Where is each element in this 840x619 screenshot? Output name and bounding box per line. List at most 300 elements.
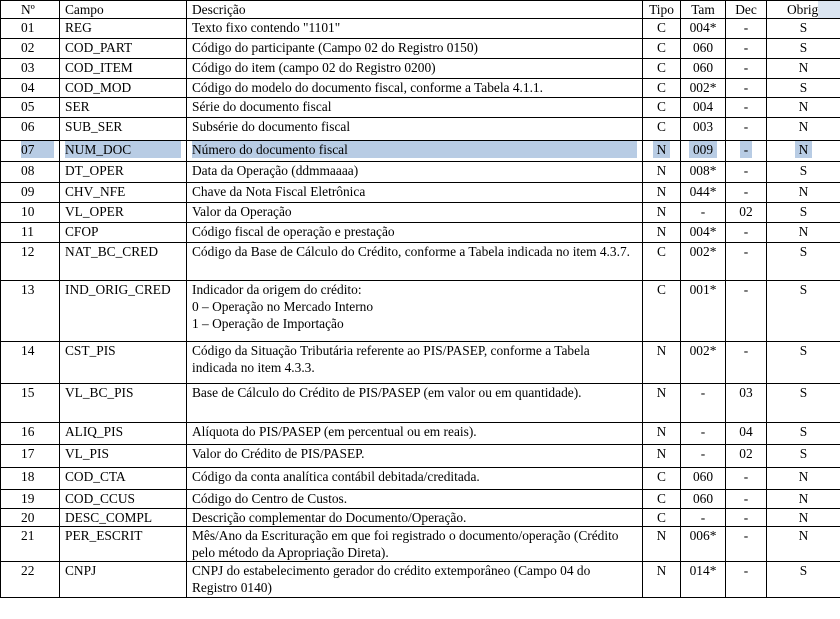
descricao-line: 1 – Operação de Importação xyxy=(192,316,344,331)
table-row[interactable] xyxy=(1,79,840,98)
cell-campo-text: CFOP xyxy=(65,224,99,239)
descricao-line: Código do item (campo 02 do Registro 0200) xyxy=(192,60,436,75)
cell-campo-text: CHV_NFE xyxy=(65,184,126,199)
cell-n-text: 08 xyxy=(21,163,35,178)
descricao-line: 0 – Operação no Mercado Interno xyxy=(192,299,374,314)
table-row[interactable] xyxy=(1,59,840,79)
cell-tam xyxy=(681,509,726,527)
cell-n xyxy=(1,141,60,162)
cell-n xyxy=(1,281,60,342)
cell-campo xyxy=(60,141,187,162)
cell-obrig xyxy=(767,59,840,79)
cell-tam xyxy=(681,141,726,162)
cell-obrig xyxy=(767,183,840,203)
cell-tam xyxy=(681,203,726,223)
header-campo: Campo xyxy=(60,1,187,19)
cell-tipo-text: C xyxy=(657,60,666,75)
table-row[interactable] xyxy=(1,562,840,598)
cell-n xyxy=(1,384,60,423)
table-row[interactable] xyxy=(1,509,840,527)
cell-obrig xyxy=(767,342,840,384)
cell-n-text: 10 xyxy=(21,204,35,219)
cell-tipo-text: N xyxy=(656,343,667,358)
cell-dec-text: - xyxy=(743,282,749,297)
cell-dec-text: - xyxy=(743,184,749,199)
cell-campo xyxy=(60,203,187,223)
cell-tam-text: 001* xyxy=(689,282,717,297)
table-row[interactable] xyxy=(1,19,840,39)
cell-obrig xyxy=(767,79,840,98)
cell-obrig xyxy=(767,118,840,141)
cell-obrig-text: N xyxy=(798,99,809,114)
cell-n-text: 18 xyxy=(21,469,35,484)
cell-tipo xyxy=(643,384,681,423)
cell-descricao xyxy=(187,243,643,281)
table-row[interactable] xyxy=(1,223,840,243)
cell-dec xyxy=(726,468,767,490)
table-row[interactable] xyxy=(1,183,840,203)
cell-tipo xyxy=(643,19,681,39)
cell-tipo xyxy=(643,183,681,203)
cell-obrig-text: N xyxy=(798,60,809,75)
cell-tipo xyxy=(643,509,681,527)
descricao-line: Valor da Operação xyxy=(192,204,292,219)
cell-tam-text: - xyxy=(700,204,706,219)
table-row[interactable] xyxy=(1,490,840,509)
cell-tam xyxy=(681,59,726,79)
cell-campo-text: ALIQ_PIS xyxy=(65,424,124,439)
cell-tipo xyxy=(643,468,681,490)
cell-tipo-text: C xyxy=(657,510,666,525)
cell-dec-text: - xyxy=(743,40,749,55)
cell-descricao xyxy=(187,445,643,468)
cell-n xyxy=(1,509,60,527)
table-row[interactable] xyxy=(1,118,840,141)
cell-n xyxy=(1,79,60,98)
cell-dec-text: - xyxy=(743,80,749,95)
cell-n-text: 05 xyxy=(21,99,35,114)
cell-tipo xyxy=(643,243,681,281)
descricao-line: Código do modelo do documento fiscal, conforme a Tabela 4.1.1. xyxy=(192,80,543,95)
cell-tam-text: 002* xyxy=(689,343,717,358)
cell-dec xyxy=(726,423,767,445)
cell-tam-text: 002* xyxy=(689,80,717,95)
header-tam: Tam xyxy=(681,1,726,19)
table-row[interactable] xyxy=(1,342,840,384)
cell-obrig-text: N xyxy=(798,184,809,199)
cell-tipo-text: N xyxy=(656,446,667,461)
cell-obrig xyxy=(767,203,840,223)
cell-dec-text: - xyxy=(743,163,749,178)
cell-dec-text: - xyxy=(743,491,749,506)
cell-tam xyxy=(681,468,726,490)
cell-n xyxy=(1,39,60,59)
cell-tam xyxy=(681,490,726,509)
cell-n-text: 13 xyxy=(21,282,35,297)
cell-campo-text: CST_PIS xyxy=(65,343,116,358)
descricao-line: Data da Operação (ddmmaaaa) xyxy=(192,163,359,178)
cell-n xyxy=(1,118,60,141)
cell-tam xyxy=(681,342,726,384)
cell-obrig xyxy=(767,162,840,183)
cell-n-text: 12 xyxy=(21,244,35,259)
cell-dec-text: - xyxy=(743,343,749,358)
cell-obrig-text: N xyxy=(798,119,809,134)
cell-obrig-text: S xyxy=(799,163,808,178)
cell-tam xyxy=(681,423,726,445)
cell-obrig-text: N xyxy=(798,469,809,484)
cell-descricao xyxy=(187,79,643,98)
cell-obrig xyxy=(767,281,840,342)
descricao-line: Código da conta analítica contábil debitada/creditada. xyxy=(192,469,480,484)
cell-n-text: 15 xyxy=(21,385,35,400)
cell-campo xyxy=(60,243,187,281)
cell-campo-text: COD_CTA xyxy=(65,469,126,484)
table-row[interactable] xyxy=(1,281,840,342)
cell-tam-text: 060 xyxy=(692,491,714,506)
cell-n-text: 16 xyxy=(21,424,35,439)
cell-n-text: 06 xyxy=(21,119,35,134)
cell-tam-text: 008* xyxy=(689,163,717,178)
cell-descricao xyxy=(187,98,643,118)
cell-campo xyxy=(60,79,187,98)
cell-tipo-text: N xyxy=(653,141,671,158)
cell-campo xyxy=(60,445,187,468)
cell-n-text: 01 xyxy=(21,20,35,35)
cell-descricao xyxy=(187,183,643,203)
cell-campo xyxy=(60,39,187,59)
cell-n-text: 09 xyxy=(21,184,35,199)
cell-obrig xyxy=(767,468,840,490)
cell-descricao xyxy=(187,162,643,183)
table-row[interactable] xyxy=(1,243,840,281)
cell-dec xyxy=(726,39,767,59)
cell-tam xyxy=(681,79,726,98)
cell-dec xyxy=(726,203,767,223)
cell-tipo xyxy=(643,79,681,98)
cell-tam-text: - xyxy=(700,446,706,461)
descricao-line: Código da Situação Tributária referente ao PIS/PASEP, conforme a Tabela indicada no item 4.3.3. xyxy=(192,343,590,375)
cell-dec-text: - xyxy=(743,528,749,543)
cell-tipo-text: C xyxy=(657,40,666,55)
table-row[interactable] xyxy=(1,162,840,183)
cell-campo xyxy=(60,342,187,384)
cell-tipo-text: N xyxy=(656,184,667,199)
cell-n-text: 21 xyxy=(21,528,35,543)
cell-dec-text: - xyxy=(743,224,749,239)
cell-descricao xyxy=(187,342,643,384)
cell-tipo xyxy=(643,562,681,598)
cell-n-text: 17 xyxy=(21,446,35,461)
cell-obrig xyxy=(767,19,840,39)
cell-dec-text: - xyxy=(743,469,749,484)
cell-tipo-text: C xyxy=(657,99,666,114)
cell-campo xyxy=(60,509,187,527)
cell-tam-text: - xyxy=(700,510,706,525)
cell-tam xyxy=(681,562,726,598)
cell-dec xyxy=(726,384,767,423)
cell-tam xyxy=(681,243,726,281)
cell-tipo-text: N xyxy=(656,385,667,400)
descricao-line: Código fiscal de operação e prestação xyxy=(192,224,395,239)
cell-obrig xyxy=(767,423,840,445)
cell-n xyxy=(1,223,60,243)
cell-descricao xyxy=(187,423,643,445)
cell-tipo xyxy=(643,445,681,468)
cell-n-text: 20 xyxy=(21,510,35,525)
cell-dec xyxy=(726,223,767,243)
table-row[interactable] xyxy=(1,98,840,118)
cell-descricao xyxy=(187,562,643,598)
cell-tipo xyxy=(643,162,681,183)
cell-tam xyxy=(681,384,726,423)
cell-tipo-text: N xyxy=(656,528,667,543)
cell-campo-text: SUB_SER xyxy=(65,119,123,134)
cell-dec-text: - xyxy=(743,244,749,259)
cell-campo-text: SER xyxy=(65,99,90,114)
cell-tipo xyxy=(643,527,681,562)
cell-dec-text: - xyxy=(743,60,749,75)
cell-n xyxy=(1,183,60,203)
cell-campo xyxy=(60,281,187,342)
cell-tam-text: 060 xyxy=(692,469,714,484)
header-dec: Dec xyxy=(726,1,767,19)
table-row[interactable] xyxy=(1,39,840,59)
cell-obrig-text: N xyxy=(798,528,809,543)
cell-obrig-text: S xyxy=(799,204,808,219)
cell-n xyxy=(1,490,60,509)
cell-tam xyxy=(681,281,726,342)
cell-dec xyxy=(726,562,767,598)
cell-obrig-text: S xyxy=(799,424,808,439)
cell-tam-text: 044* xyxy=(689,184,717,199)
cell-descricao xyxy=(187,384,643,423)
cell-obrig xyxy=(767,141,840,162)
cell-tipo xyxy=(643,490,681,509)
cell-obrig xyxy=(767,243,840,281)
descricao-line: Alíquota do PIS/PASEP (em percentual ou em reais). xyxy=(192,424,477,439)
cell-tipo xyxy=(643,423,681,445)
cell-dec-text: - xyxy=(743,99,749,114)
cell-campo xyxy=(60,490,187,509)
cell-n xyxy=(1,19,60,39)
descricao-line: Código do Centro de Custos. xyxy=(192,491,348,506)
cell-descricao xyxy=(187,141,643,162)
cell-tipo-text: N xyxy=(656,163,667,178)
cell-tam xyxy=(681,162,726,183)
cell-n-text: 02 xyxy=(21,40,35,55)
cell-tipo xyxy=(643,203,681,223)
cell-campo-text: DT_OPER xyxy=(65,163,124,178)
cell-tipo xyxy=(643,223,681,243)
cell-obrig xyxy=(767,223,840,243)
cell-tam-text: 060 xyxy=(692,40,714,55)
cell-tam-text: - xyxy=(700,424,706,439)
cell-n-text: 14 xyxy=(21,343,35,358)
header-overlay xyxy=(818,1,840,19)
cell-obrig-text: S xyxy=(799,343,808,358)
cell-tipo xyxy=(643,141,681,162)
descricao-line: Valor do Crédito de PIS/PASEP. xyxy=(192,446,365,461)
header-descricao: Descrição xyxy=(187,1,643,19)
cell-n xyxy=(1,562,60,598)
cell-descricao xyxy=(187,39,643,59)
descricao-line: Código do participante (Campo 02 do Registro 0150) xyxy=(192,40,478,55)
cell-dec-text: 03 xyxy=(739,385,753,400)
cell-campo-text: NAT_BC_CRED xyxy=(65,244,159,259)
cell-n xyxy=(1,527,60,562)
cell-tipo-text: N xyxy=(656,424,667,439)
header-n: Nº xyxy=(1,1,60,19)
cell-campo xyxy=(60,162,187,183)
cell-descricao xyxy=(187,281,643,342)
cell-campo xyxy=(60,59,187,79)
cell-obrig xyxy=(767,98,840,118)
cell-tam xyxy=(681,98,726,118)
cell-tam xyxy=(681,19,726,39)
descricao-line: Mês/Ano da Escrituração em que foi registrado o documento/operação (Crédito pelo método da Apropriação Direta). xyxy=(192,528,619,560)
cell-n xyxy=(1,445,60,468)
cell-campo xyxy=(60,183,187,203)
cell-dec-text: - xyxy=(743,119,749,134)
descricao-line: Código da Base de Cálculo do Crédito, conforme a Tabela indicada no item 4.3.7. xyxy=(192,244,630,259)
cell-campo-text: VL_BC_PIS xyxy=(65,385,134,400)
cell-obrig xyxy=(767,490,840,509)
cell-obrig-text: S xyxy=(799,40,808,55)
cell-campo-text: COD_ITEM xyxy=(65,60,133,75)
cell-campo xyxy=(60,98,187,118)
cell-tam-text: 006* xyxy=(689,528,717,543)
cell-obrig-text: S xyxy=(799,80,808,95)
cell-tipo-text: N xyxy=(656,204,667,219)
cell-obrig xyxy=(767,527,840,562)
table-row[interactable] xyxy=(1,527,840,562)
cell-obrig xyxy=(767,384,840,423)
cell-n-text: 11 xyxy=(21,224,34,239)
cell-n-text: 04 xyxy=(21,80,35,95)
cell-campo-text: COD_CCUS xyxy=(65,491,135,506)
descricao-line: Base de Cálculo do Crédito de PIS/PASEP (em valor ou em quantidade). xyxy=(192,385,582,400)
cell-obrig-text: N xyxy=(798,510,809,525)
cell-campo-text: VL_PIS xyxy=(65,446,109,461)
descricao-line: Descrição complementar do Documento/Operação. xyxy=(192,510,467,525)
cell-campo-text: DESC_COMPL xyxy=(65,510,153,525)
cell-n xyxy=(1,342,60,384)
cell-tipo-text: C xyxy=(657,119,666,134)
cell-dec xyxy=(726,527,767,562)
cell-tipo-text: N xyxy=(656,563,667,578)
descricao-line: Texto fixo contendo "1101" xyxy=(192,20,341,35)
cell-campo xyxy=(60,384,187,423)
cell-dec xyxy=(726,162,767,183)
cell-campo xyxy=(60,468,187,490)
cell-n xyxy=(1,203,60,223)
cell-n-text: 07 xyxy=(21,141,54,158)
table-row[interactable] xyxy=(1,141,840,162)
cell-tam-text: 009 xyxy=(689,141,717,158)
descricao-line: Número do documento fiscal xyxy=(192,141,637,158)
cell-dec xyxy=(726,19,767,39)
cell-tipo-text: C xyxy=(657,469,666,484)
cell-tam-text: 004 xyxy=(692,99,714,114)
cell-obrig-text: N xyxy=(798,224,809,239)
cell-campo xyxy=(60,562,187,598)
cell-n-text: 22 xyxy=(21,563,35,578)
cell-obrig-text: N xyxy=(795,141,813,158)
cell-tipo-text: C xyxy=(657,20,666,35)
cell-descricao xyxy=(187,468,643,490)
header-tipo: Tipo xyxy=(643,1,681,19)
cell-campo xyxy=(60,223,187,243)
cell-descricao xyxy=(187,118,643,141)
cell-obrig xyxy=(767,509,840,527)
cell-dec xyxy=(726,98,767,118)
cell-tipo-text: C xyxy=(657,282,666,297)
cell-obrig-text: N xyxy=(798,491,809,506)
cell-n-text: 03 xyxy=(21,60,35,75)
cell-descricao xyxy=(187,203,643,223)
cell-dec-text: - xyxy=(743,510,749,525)
header-obrig-label: Obrig xyxy=(787,2,819,17)
table-row[interactable] xyxy=(1,445,840,468)
descricao-line: Chave da Nota Fiscal Eletrônica xyxy=(192,184,366,199)
cell-tipo-text: N xyxy=(656,224,667,239)
table-row[interactable] xyxy=(1,468,840,490)
cell-n xyxy=(1,59,60,79)
cell-dec-text: 02 xyxy=(739,204,753,219)
cell-campo-text: VL_OPER xyxy=(65,204,124,219)
cell-dec xyxy=(726,118,767,141)
cell-dec-text: 02 xyxy=(739,446,753,461)
cell-campo-text: CNPJ xyxy=(65,563,97,578)
cell-obrig xyxy=(767,39,840,59)
table-row[interactable] xyxy=(1,384,840,423)
table-row[interactable] xyxy=(1,423,840,445)
cell-tipo-text: C xyxy=(657,244,666,259)
cell-obrig-text: S xyxy=(799,446,808,461)
cell-tipo-text: C xyxy=(657,491,666,506)
cell-dec xyxy=(726,509,767,527)
descricao-line: Série do documento fiscal xyxy=(192,99,332,114)
cell-dec xyxy=(726,59,767,79)
table-row[interactable] xyxy=(1,203,840,223)
cell-descricao xyxy=(187,59,643,79)
cell-campo-text: REG xyxy=(65,20,92,35)
cell-descricao xyxy=(187,19,643,39)
cell-tam-text: 003 xyxy=(692,119,714,134)
header-obrig xyxy=(767,1,840,19)
cell-campo xyxy=(60,118,187,141)
cell-descricao xyxy=(187,223,643,243)
header-row xyxy=(1,1,840,19)
cell-tam-text: 060 xyxy=(692,60,714,75)
cell-tam xyxy=(681,118,726,141)
cell-dec-text: 04 xyxy=(739,424,753,439)
cell-obrig-text: S xyxy=(799,563,808,578)
cell-tam xyxy=(681,39,726,59)
cell-obrig xyxy=(767,562,840,598)
cell-tipo xyxy=(643,118,681,141)
cell-campo-text: PER_ESCRIT xyxy=(65,528,143,543)
cell-descricao xyxy=(187,527,643,562)
cell-tam xyxy=(681,183,726,203)
cell-tam xyxy=(681,223,726,243)
cell-tam-text: 002* xyxy=(689,244,717,259)
cell-campo-text: NUM_DOC xyxy=(65,141,181,158)
cell-tam-text: 004* xyxy=(689,224,717,239)
cell-dec-text: - xyxy=(743,20,749,35)
cell-dec-text: - xyxy=(743,563,749,578)
